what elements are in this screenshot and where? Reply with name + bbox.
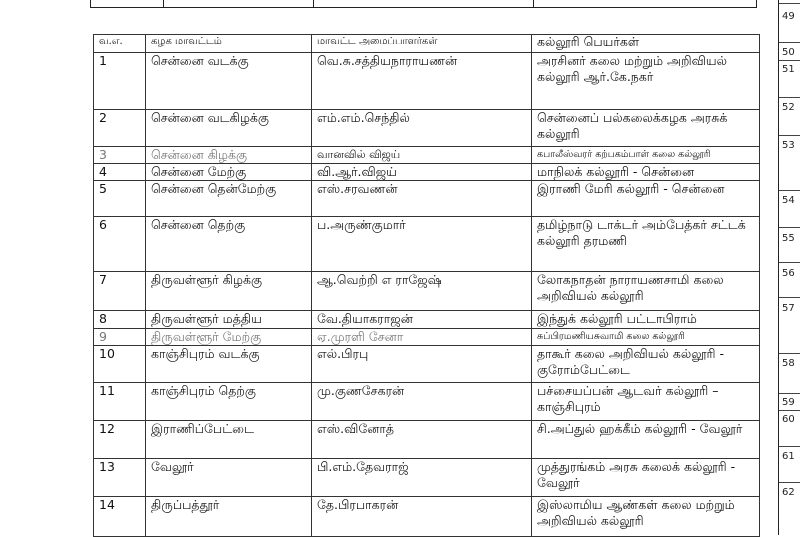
adjacent-column-strip xyxy=(778,0,800,535)
row-district: சென்னை தெற்கு xyxy=(146,217,312,272)
row-college: தாகூர் கலை அறிவியல் கல்லூரி - குரோம்பேட்டை xyxy=(532,346,760,383)
row-organizer: மு.குணசேகரன் xyxy=(312,383,532,421)
row-organizer: எம்.எம்.செந்தில் xyxy=(312,110,532,147)
row-college: பச்சையப்பன் ஆடவர் கல்லூரி – காஞ்சிபுரம் xyxy=(532,383,760,421)
table-row xyxy=(94,53,760,110)
row-college: தமிழ்நாடு டாக்டர் அம்பேத்கர் சட்டக் கல்லூரி தரமணி xyxy=(532,217,760,272)
row-organizer: வானவில் விஜய் xyxy=(312,147,532,164)
row-college: இராணி மேரி கல்லூரி - சென்னை xyxy=(532,181,760,217)
row-college: இந்துக் கல்லூரி பட்டாபிராம் xyxy=(532,311,760,329)
side-number: 49 xyxy=(782,11,795,22)
table-row xyxy=(94,383,760,421)
row-organizer: வெ.சு.சத்தியநாராயணன் xyxy=(312,53,532,110)
row-district: திருப்பத்தூர் xyxy=(146,497,312,537)
row-organizer: வி.ஆர்.விஜய் xyxy=(312,164,532,181)
row-district: காஞ்சிபுரம் தெற்கு xyxy=(146,383,312,421)
table-row xyxy=(94,497,760,537)
row-no: 1 xyxy=(94,53,146,110)
row-district: சென்னை கிழக்கு xyxy=(146,147,312,164)
row-district: இராணிப்பேட்டை xyxy=(146,421,312,459)
side-number: 58 xyxy=(782,358,795,369)
row-organizer: ப.அருண்குமார் xyxy=(312,217,532,272)
side-number: 59 xyxy=(782,397,795,408)
row-college: லோகநாதன் நாராயணசாமி கலை அறிவியல் கல்லூரி xyxy=(532,272,760,311)
row-no: 5 xyxy=(94,181,146,217)
organizers-table xyxy=(93,34,760,537)
row-no: 13 xyxy=(94,459,146,497)
table-row xyxy=(94,110,760,147)
table-row xyxy=(94,346,760,383)
header-organizer: மாவட்ட அமைப்பாளர்கள் xyxy=(312,35,532,53)
table-row xyxy=(94,181,760,217)
side-number: 57 xyxy=(782,303,795,314)
row-organizer: எல்.பிரபு xyxy=(312,346,532,383)
row-no: 10 xyxy=(94,346,146,383)
side-number: 61 xyxy=(782,451,795,462)
row-organizer: வே.தியாகராஜன் xyxy=(312,311,532,329)
table-row xyxy=(94,311,760,329)
row-college: இஸ்லாமிய ஆண்கள் கலை மற்றும் அறிவியல் கல்லூரி xyxy=(532,497,760,537)
row-district: திருவள்ளூர் கிழக்கு xyxy=(146,272,312,311)
table-row xyxy=(94,421,760,459)
row-college: முத்துரங்கம் அரசு கலைக் கல்லூரி - வேலூர் xyxy=(532,459,760,497)
row-district: சென்னை வடகிழக்கு xyxy=(146,110,312,147)
row-no: 4 xyxy=(94,164,146,181)
row-district: சென்னை தென்மேற்கு xyxy=(146,181,312,217)
side-number: 56 xyxy=(782,268,795,279)
row-no: 2 xyxy=(94,110,146,147)
row-no: 14 xyxy=(94,497,146,537)
side-number: 53 xyxy=(782,140,795,151)
row-no: 11 xyxy=(94,383,146,421)
row-organizer: எஸ்.வினோத் xyxy=(312,421,532,459)
side-number: 60 xyxy=(782,414,795,425)
side-number: 55 xyxy=(782,233,795,244)
table-row xyxy=(94,459,760,497)
row-district: காஞ்சிபுரம் வடக்கு xyxy=(146,346,312,383)
row-no: 7 xyxy=(94,272,146,311)
row-district: சென்னை மேற்கு xyxy=(146,164,312,181)
row-district: திருவள்ளூர் மேற்கு xyxy=(146,329,312,346)
header-no: வ.எ. xyxy=(94,35,146,53)
row-district: சென்னை வடக்கு xyxy=(146,53,312,110)
side-number: 54 xyxy=(782,195,795,206)
row-college: கபாலீஸ்வரர் கற்பகம்பாள் கலை கல்லூரி xyxy=(532,147,760,164)
row-organizer: எஸ்.சரவணன் xyxy=(312,181,532,217)
row-organizer: தே.பிரபாகரன் xyxy=(312,497,532,537)
row-organizer: ஏ.முரளி சேனா xyxy=(312,329,532,346)
table-row xyxy=(94,147,760,164)
row-no: 12 xyxy=(94,421,146,459)
row-no: 3 xyxy=(94,147,146,164)
side-number: 51 xyxy=(782,64,795,75)
side-number: 62 xyxy=(782,487,795,498)
table-row xyxy=(94,217,760,272)
row-college: அரசினர் கலை மற்றும் அறிவியல் கல்லூரி ஆர்.கே.நகர் xyxy=(532,53,760,110)
side-number: 50 xyxy=(782,47,795,58)
header-college: கல்லூரி பெயர்கள் xyxy=(532,35,760,53)
row-no: 9 xyxy=(94,329,146,346)
side-number: 52 xyxy=(782,102,795,113)
row-district: வேலூர் xyxy=(146,459,312,497)
row-no: 8 xyxy=(94,311,146,329)
row-organizer: ஆ.வெற்றி எ ராஜேஷ் xyxy=(312,272,532,311)
table-row xyxy=(94,164,760,181)
row-district: திருவள்ளூர் மத்திய xyxy=(146,311,312,329)
previous-table-bottom xyxy=(90,0,757,8)
table-row xyxy=(94,329,760,346)
header-district: கழக மாவட்டம் xyxy=(146,35,312,53)
row-organizer: பி.எம்.தேவராஜ் xyxy=(312,459,532,497)
row-no: 6 xyxy=(94,217,146,272)
row-college: சுப்பிரமணியசுவாமி கலை கல்லூரி xyxy=(532,329,760,346)
row-college: சி.அப்துல் ஹக்கீம் கல்லூரி - வேலூர் xyxy=(532,421,760,459)
row-college: சென்னைப் பல்கலைக்கழக அரசுக் கல்லூரி xyxy=(532,110,760,147)
row-college: மாநிலக் கல்லூரி - சென்னை xyxy=(532,164,760,181)
table-header-row xyxy=(94,35,760,53)
table-row xyxy=(94,272,760,311)
